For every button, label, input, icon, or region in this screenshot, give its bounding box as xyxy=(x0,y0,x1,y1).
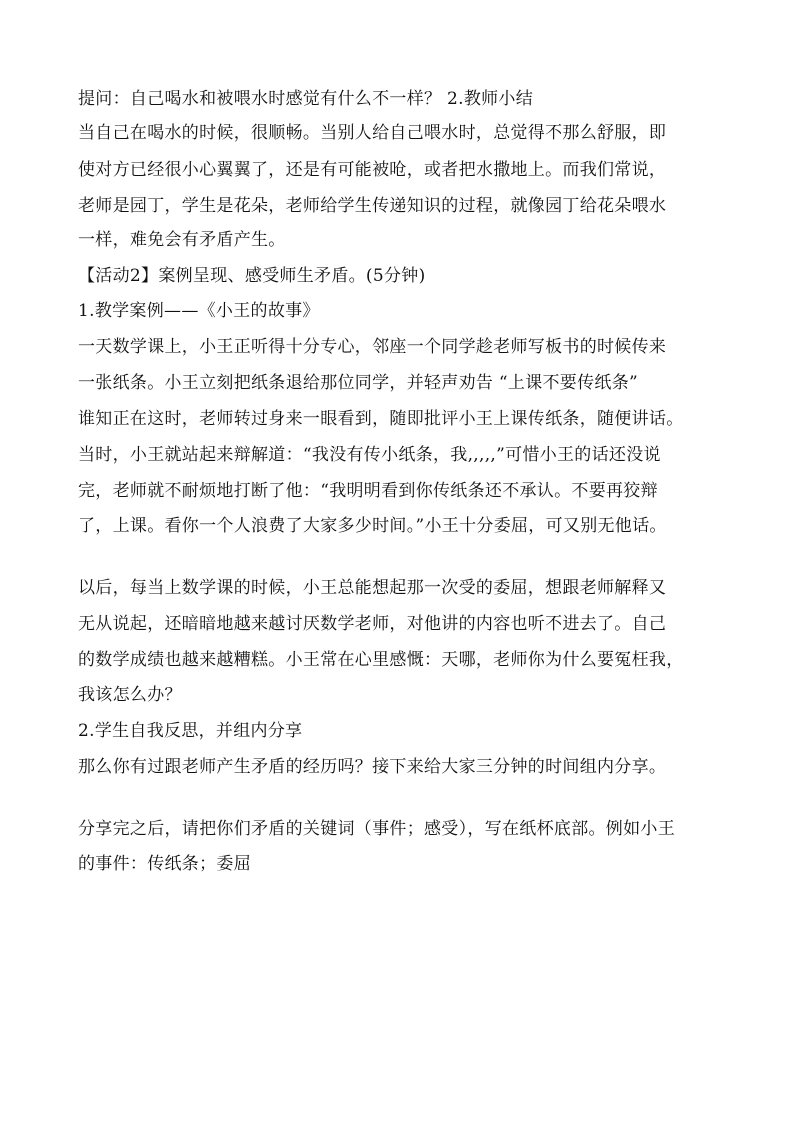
subsection-heading: 2.学生自我反思，并组内分享 xyxy=(78,721,303,741)
text-line: 那么你有过跟老师产生矛盾的经历吗？接下来给大家三分钟的时间组内分享。 xyxy=(78,757,667,777)
subsection-heading: 1.教学案例——《小王的故事》 xyxy=(78,301,320,321)
text-line: 我该怎么办？ xyxy=(78,685,182,705)
text-line: 当自己在喝水的时候，很顺畅。当别人给自己喂水时，总觉得不那么舒服，即 xyxy=(78,123,667,143)
text-line: 一张纸条。小王立刻把纸条退给那位同学，并轻声劝告 “上课不要传纸条” xyxy=(78,373,638,393)
text-line: 完，老师就不耐烦地打断了他：“我明明看到你传纸条还不承认。不要再狡辩 xyxy=(78,481,658,501)
text-line: 使对方已经很小心翼翼了，还是有可能被呛，或者把水撒地上。而我们常说， xyxy=(78,160,667,180)
text-line: 无从说起，还暗暗地越来越讨厌数学老师，对他讲的内容也听不进去了。自己 xyxy=(78,614,667,634)
text-line: 老师是园丁，学生是花朵，老师给学生传递知识的过程，就像园丁给花朵喂水 xyxy=(78,196,667,216)
text-line: 谁知正在这时，老师转过身来一眼看到，随即批评小王上课传纸条，随便讲话。 xyxy=(78,409,684,429)
text-line: 的数学成绩也越来越糟糕。小王常在心里感慨：天哪，老师你为什么要冤枉我， xyxy=(78,650,684,670)
text-line: 提问：自己喝水和被喂水时感觉有什么不一样？ 2.教师小结 xyxy=(78,89,534,109)
text-line: 分享完之后，请把你们矛盾的关键词（事件；感受），写在纸杯底部。例如小王 xyxy=(78,819,675,839)
section-heading: 【活动2】案例呈现、感受师生矛盾。(5分钟) xyxy=(78,266,426,286)
text-line: 一天数学课上，小王正听得十分专心，邻座一个同学趁老师写板书的时候传来 xyxy=(78,337,667,357)
text-line: 的事件：传纸条；委屈 xyxy=(78,854,251,874)
text-line: 以后，每当上数学课的时候，小王总能想起那一次受的委屈，想跟老师解释又 xyxy=(78,578,667,598)
text-line: 了，上课。看你一个人浪费了大家多少时间。”小王十分委屈，可又别无他话。 xyxy=(78,516,667,536)
text-line: 当时，小王就站起来辩解道：“我没有传小纸条，我,,,,,”可惜小王的话还没说 xyxy=(78,445,661,465)
text-line: 一样，难免会有矛盾产生。 xyxy=(78,230,286,250)
